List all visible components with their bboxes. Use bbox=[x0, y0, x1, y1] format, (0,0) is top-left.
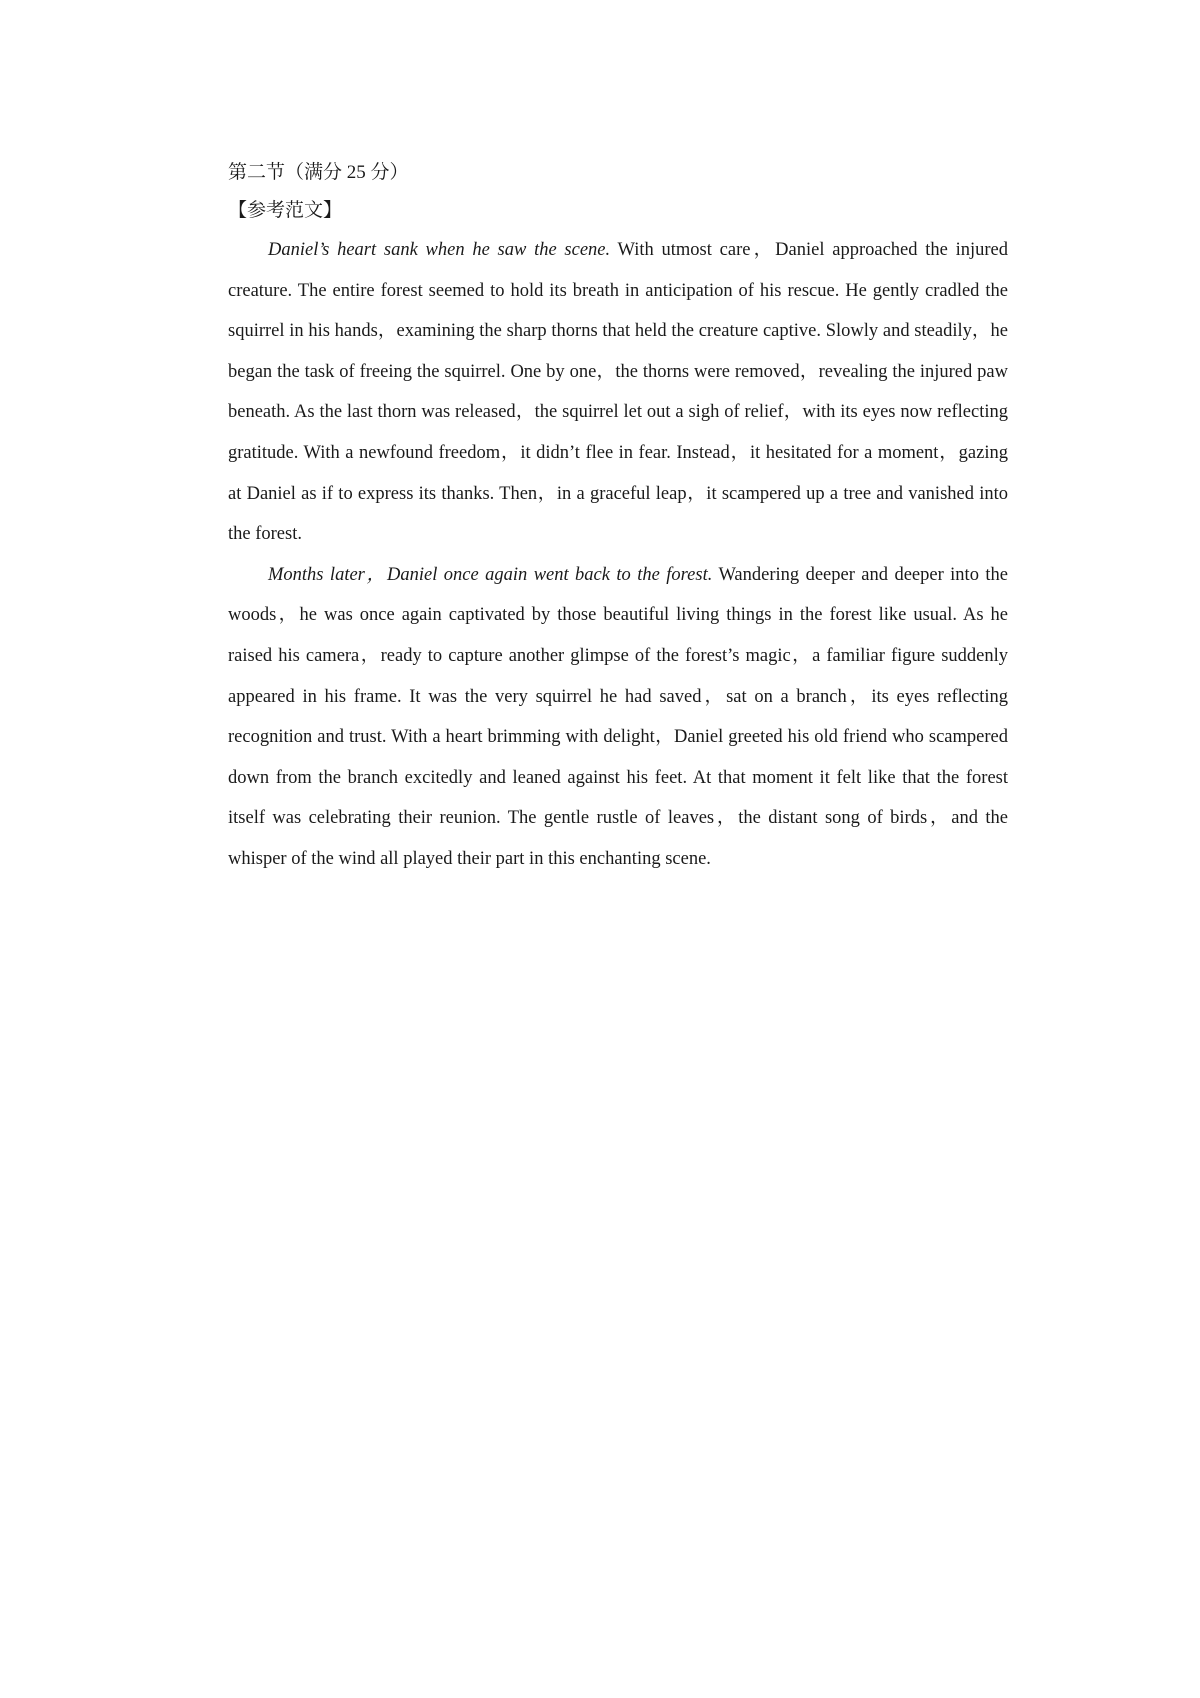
essay-paragraph-1 bbox=[228, 230, 1008, 555]
paragraph-2-body: Wandering deeper and deeper into the woods，he was once again captivated by those beautiful living things in the forest like usual. As he raised his camera，ready to capture another glimpse of the forest’s magic，a familiar figure suddenly appeared in his frame. It was the very squirrel he had saved，sat on a branch，its eyes reflecting recognition and trust. With a heart brimming with delight，Daniel greeted his old friend who scampered down from the branch excitedly and leaned against his feet. At that moment it felt like that the forest itself was celebrating their reunion. The gentle rustle of leaves，the distant song of birds，and the whisper of the wind all played their part in this enchanting scene. bbox=[228, 564, 1008, 869]
paragraph-1-body: With utmost care，Daniel approached the injured creature. The entire forest seemed to hold its breath in anticipation of his rescue. He gently cradled the squirrel in his hands，examining the sharp thorns that held the creature captive. Slowly and steadily，he began the task of freeing the squirrel. One by one，the thorns were removed，revealing the injured paw beneath. As the last thorn was released，the squirrel let out a sigh of relief，with its eyes now reflecting gratitude. With a newfound freedom，it didn’t flee in fear. Instead，it hesitated for a moment，gazing at Daniel as if to express its thanks. Then，in a graceful leap，it scampered up a tree and vanished into the forest. bbox=[228, 240, 1008, 545]
essay-paragraph-2 bbox=[228, 555, 1008, 880]
section-heading: 第二节（满分 25 分） bbox=[228, 162, 409, 183]
paragraph-1-lead-in: Daniel’s heart sank when he saw the scene. bbox=[268, 240, 611, 260]
paragraph-2-lead-in: Months later，Daniel once again went back to the forest. bbox=[268, 564, 713, 585]
document-page bbox=[228, 158, 1008, 880]
reference-essay-label: 【参考范文】 bbox=[228, 200, 343, 221]
